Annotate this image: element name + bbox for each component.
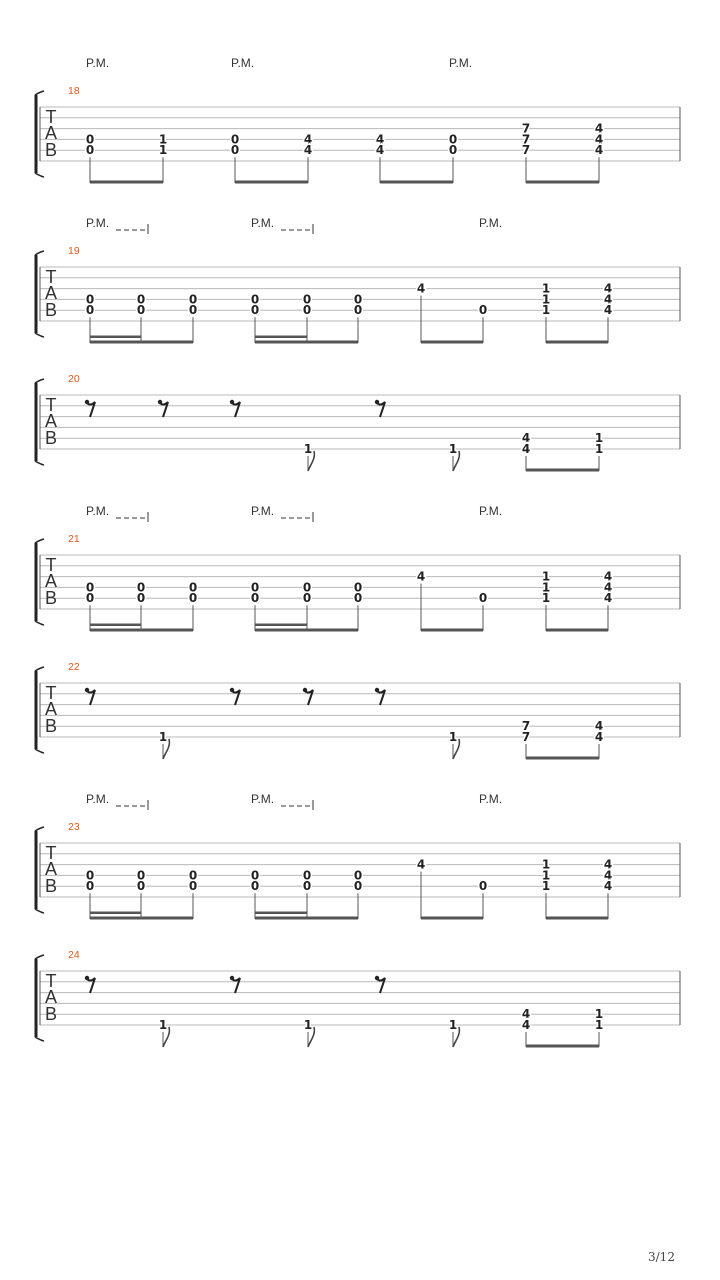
bracket-bottom-hook — [35, 461, 44, 465]
tab-event — [449, 730, 460, 759]
tab-clef-t: T — [45, 267, 57, 287]
tab-event — [189, 292, 197, 343]
tab-event — [595, 719, 603, 759]
fret-number: 7 — [521, 730, 531, 744]
tab-event — [449, 442, 460, 471]
fret-number: 0 — [136, 580, 146, 595]
bracket-bottom-hook — [35, 909, 44, 913]
fret-number: 1 — [541, 580, 551, 595]
fret-number: 1 — [158, 730, 168, 744]
rest-dot — [230, 400, 234, 404]
bracket-top-hook — [35, 827, 44, 831]
sixteenth-beam — [90, 912, 141, 915]
rest-dot — [85, 976, 89, 980]
tab-event — [522, 122, 530, 183]
palm-mute-label: P.M. — [251, 216, 275, 230]
tab-event — [159, 730, 170, 759]
fret-number: 1 — [541, 303, 551, 318]
fret-number: 0 — [448, 143, 458, 158]
tab-event — [449, 1018, 460, 1047]
fret-number: 0 — [85, 303, 95, 318]
eighth-rest — [86, 978, 95, 993]
fret-number: 4 — [603, 303, 613, 318]
tab-event — [417, 282, 425, 343]
tab-clef-b: B — [44, 876, 58, 896]
fret-number: 0 — [353, 591, 363, 606]
rest-dot — [85, 688, 89, 692]
fret-number: 1 — [158, 143, 168, 158]
beam — [546, 917, 608, 920]
fret-number: 1 — [448, 730, 458, 744]
tab-system — [35, 792, 680, 920]
fret-number: 4 — [375, 132, 385, 147]
fret-number: 4 — [594, 719, 604, 734]
beam — [380, 181, 453, 184]
rest-dot — [375, 688, 379, 692]
palm-mute-label: P.M. — [86, 216, 110, 230]
measure-number: 18 — [68, 85, 80, 97]
fret-number: 1 — [541, 281, 551, 296]
fret-number: 4 — [603, 281, 613, 296]
beam — [546, 629, 608, 632]
fret-number: 0 — [478, 303, 488, 318]
tab-clef-t: T — [45, 843, 57, 863]
fret-number: 0 — [353, 580, 363, 595]
beam — [235, 181, 308, 184]
tab-event — [303, 580, 311, 631]
tab-clef-b: B — [44, 140, 58, 160]
tab-event — [230, 400, 240, 417]
measure-number: 23 — [68, 821, 80, 833]
fret-number: 0 — [188, 303, 198, 318]
rest-dot — [375, 976, 379, 980]
sixteenth-beam — [90, 624, 141, 627]
eighth-rest — [376, 402, 385, 417]
fret-number: 0 — [136, 303, 146, 318]
tab-event — [189, 580, 197, 631]
fret-number: 0 — [302, 591, 312, 606]
fret-number: 4 — [521, 442, 531, 456]
tab-event — [542, 858, 550, 919]
bracket-bottom-hook — [35, 173, 44, 177]
tab-event — [479, 591, 487, 631]
fret-number: 4 — [603, 569, 613, 584]
fret-number: 7 — [521, 143, 531, 158]
fret-number: 4 — [303, 132, 313, 147]
beam — [90, 917, 193, 920]
tab-system — [35, 949, 680, 1048]
fret-number: 0 — [188, 580, 198, 595]
fret-number: 0 — [230, 143, 240, 158]
sixteenth-beam — [255, 624, 307, 627]
tab-event — [375, 688, 385, 705]
fret-number: 0 — [188, 591, 198, 606]
page-number: 3/12 — [648, 1250, 675, 1264]
fret-number: 4 — [594, 730, 604, 744]
tab-event — [231, 132, 239, 183]
tab-event — [230, 976, 240, 993]
fret-number: 1 — [303, 442, 313, 456]
fret-number: 1 — [448, 442, 458, 456]
tab-event — [479, 303, 487, 343]
tab-event — [86, 132, 94, 183]
tab-event — [158, 400, 168, 417]
fret-number: 0 — [230, 132, 240, 147]
eighth-rest — [376, 690, 385, 705]
tab-event — [303, 868, 311, 919]
tab-clef-t: T — [45, 971, 57, 991]
fret-number: 1 — [541, 591, 551, 606]
fret-number: 4 — [416, 281, 426, 296]
fret-number: 0 — [85, 868, 95, 883]
tab-clef-t: T — [45, 107, 57, 127]
rest-dot — [375, 400, 379, 404]
tab-event — [86, 580, 94, 631]
tab-clef-b: B — [44, 1004, 58, 1024]
fret-number: 1 — [594, 442, 604, 456]
fret-number: 0 — [188, 868, 198, 883]
tab-event — [159, 1018, 170, 1047]
fret-number: 0 — [136, 591, 146, 606]
beam — [546, 341, 608, 344]
beam — [421, 917, 483, 920]
tab-event — [137, 868, 145, 919]
palm-mute-label: P.M. — [251, 792, 275, 806]
tab-clef-b: B — [44, 716, 58, 736]
fret-number: 4 — [521, 431, 531, 446]
fret-number: 0 — [353, 292, 363, 307]
tab-event — [595, 1007, 603, 1047]
tab-event — [542, 570, 550, 631]
bracket-top-hook — [35, 955, 44, 959]
fret-number: 0 — [478, 591, 488, 606]
fret-number: 0 — [136, 292, 146, 307]
beam — [255, 629, 358, 632]
tab-event — [479, 879, 487, 919]
fret-number: 4 — [416, 857, 426, 872]
rest-dot — [303, 688, 307, 692]
fret-number: 0 — [85, 879, 95, 894]
palm-mute-label: P.M. — [86, 504, 110, 518]
fret-number: 1 — [594, 1007, 604, 1022]
bracket-top-hook — [35, 91, 44, 95]
tab-clef-t: T — [45, 395, 57, 415]
fret-number: 0 — [250, 591, 260, 606]
tab-clef-b: B — [44, 428, 58, 448]
tab-event — [304, 442, 315, 471]
tab-event — [86, 292, 94, 343]
tab-system — [35, 216, 680, 344]
tab-event — [86, 868, 94, 919]
tab-event — [303, 292, 311, 343]
fret-number: 4 — [603, 580, 613, 595]
beam — [90, 181, 163, 184]
fret-number: 0 — [85, 591, 95, 606]
fret-number: 1 — [541, 868, 551, 883]
fret-number: 0 — [85, 580, 95, 595]
tab-clef-a: A — [44, 283, 58, 303]
tab-event — [251, 292, 259, 343]
fret-number: 0 — [353, 879, 363, 894]
fret-number: 0 — [85, 132, 95, 147]
tab-event — [522, 1007, 530, 1047]
fret-number: 4 — [603, 868, 613, 883]
fret-number: 4 — [303, 143, 313, 158]
fret-number: 0 — [302, 292, 312, 307]
fret-number: 1 — [448, 1018, 458, 1032]
fret-number: 4 — [521, 1007, 531, 1022]
bracket-bottom-hook — [35, 621, 44, 625]
fret-number: 0 — [250, 580, 260, 595]
sixteenth-beam — [255, 336, 307, 339]
beam — [255, 917, 358, 920]
tab-clef-b: B — [44, 588, 58, 608]
tab-event — [449, 132, 457, 183]
tab-clef-t: T — [45, 555, 57, 575]
fret-number: 1 — [594, 1018, 604, 1032]
fret-number: 0 — [188, 879, 198, 894]
eighth-rest — [86, 690, 95, 705]
bracket-top-hook — [35, 539, 44, 543]
tab-clef-a: A — [44, 123, 58, 143]
beam — [526, 181, 599, 184]
fret-number: 0 — [136, 879, 146, 894]
measure-number: 20 — [68, 373, 80, 385]
tab-event — [85, 976, 95, 993]
palm-mute-label: P.M. — [479, 792, 503, 806]
fret-number: 4 — [603, 591, 613, 606]
fret-number: 1 — [303, 1018, 313, 1032]
fret-number: 0 — [302, 580, 312, 595]
tab-event — [354, 292, 362, 343]
tab-event — [375, 400, 385, 417]
eighth-rest — [231, 978, 240, 993]
beam — [526, 1045, 599, 1048]
beam — [526, 757, 599, 760]
rest-dot — [158, 400, 162, 404]
fret-number: 0 — [478, 879, 488, 894]
tab-event — [189, 868, 197, 919]
palm-mute-label: P.M. — [479, 504, 503, 518]
measure-number: 19 — [68, 245, 80, 257]
fret-number: 1 — [541, 879, 551, 894]
tab-clef-a: A — [44, 411, 58, 431]
tab-event — [595, 122, 603, 183]
fret-number: 4 — [603, 857, 613, 872]
fret-number: 0 — [353, 868, 363, 883]
tab-event — [303, 688, 313, 705]
tab-system — [35, 504, 680, 632]
tab-system — [35, 56, 680, 184]
tab-event — [85, 400, 95, 417]
palm-mute-label: P.M. — [86, 56, 110, 70]
bracket-top-hook — [35, 667, 44, 671]
tab-event — [251, 868, 259, 919]
fret-number: 1 — [158, 1018, 168, 1032]
tab-event — [304, 1018, 315, 1047]
fret-number: 0 — [250, 868, 260, 883]
eighth-rest — [304, 690, 313, 705]
fret-number: 7 — [521, 132, 531, 147]
tab-clef-a: A — [44, 987, 58, 1007]
tab-clef-a: A — [44, 571, 58, 591]
tab-event — [595, 431, 603, 471]
rest-dot — [230, 976, 234, 980]
tab-clef-t: T — [45, 683, 57, 703]
tab-event — [417, 858, 425, 919]
fret-number: 4 — [594, 143, 604, 158]
bracket-bottom-hook — [35, 333, 44, 337]
fret-number: 0 — [250, 292, 260, 307]
bracket-top-hook — [35, 251, 44, 255]
tab-event — [304, 132, 312, 183]
fret-number: 0 — [250, 303, 260, 318]
fret-number: 1 — [541, 857, 551, 872]
fret-number: 1 — [541, 569, 551, 584]
fret-number: 0 — [85, 143, 95, 158]
fret-number: 4 — [594, 132, 604, 147]
tab-clef-a: A — [44, 859, 58, 879]
tab-event — [376, 132, 384, 183]
bracket-bottom-hook — [35, 749, 44, 753]
beam — [421, 341, 483, 344]
measure-number: 24 — [68, 949, 80, 961]
eighth-rest — [86, 402, 95, 417]
tab-event — [230, 688, 240, 705]
fret-number: 7 — [521, 719, 531, 734]
bracket-top-hook — [35, 379, 44, 383]
eighth-rest — [159, 402, 168, 417]
tab-clef-a: A — [44, 699, 58, 719]
tab-event — [159, 132, 167, 183]
palm-mute-label: P.M. — [449, 56, 473, 70]
tab-event — [354, 868, 362, 919]
tab-event — [375, 976, 385, 993]
palm-mute-label: P.M. — [86, 792, 110, 806]
tab-event — [522, 719, 530, 759]
beam — [255, 341, 358, 344]
rest-dot — [230, 688, 234, 692]
palm-mute-label: P.M. — [251, 504, 275, 518]
fret-number: 4 — [603, 292, 613, 307]
beam — [421, 629, 483, 632]
tab-event — [417, 570, 425, 631]
bracket-bottom-hook — [35, 1037, 44, 1041]
fret-number: 4 — [521, 1018, 531, 1032]
eighth-rest — [231, 690, 240, 705]
tab-event — [522, 431, 530, 471]
fret-number: 4 — [375, 143, 385, 158]
measure-number: 22 — [68, 661, 80, 673]
palm-mute-label: P.M. — [231, 56, 255, 70]
tab-system — [35, 373, 680, 472]
beam — [90, 341, 193, 344]
tab-event — [137, 292, 145, 343]
fret-number: 0 — [302, 303, 312, 318]
fret-number: 0 — [136, 868, 146, 883]
fret-number: 0 — [188, 292, 198, 307]
palm-mute-label: P.M. — [479, 216, 503, 230]
fret-number: 0 — [250, 879, 260, 894]
tab-event — [85, 688, 95, 705]
fret-number: 0 — [302, 879, 312, 894]
tab-event — [137, 580, 145, 631]
tab-event — [604, 858, 612, 919]
beam — [526, 469, 599, 472]
fret-number: 0 — [448, 132, 458, 147]
fret-number: 7 — [521, 121, 531, 136]
fret-number: 1 — [541, 292, 551, 307]
fret-number: 4 — [603, 879, 613, 894]
fret-number: 0 — [353, 303, 363, 318]
rest-dot — [85, 400, 89, 404]
sixteenth-beam — [255, 912, 307, 915]
sixteenth-beam — [90, 336, 141, 339]
tab-event — [604, 570, 612, 631]
tab-clef-b: B — [44, 300, 58, 320]
tab-event — [604, 282, 612, 343]
fret-number: 1 — [594, 431, 604, 446]
fret-number: 4 — [416, 569, 426, 584]
fret-number: 0 — [302, 868, 312, 883]
eighth-rest — [231, 402, 240, 417]
fret-number: 1 — [158, 132, 168, 147]
eighth-rest — [376, 978, 385, 993]
beam — [90, 629, 193, 632]
measure-number: 21 — [68, 533, 80, 545]
tab-event — [354, 580, 362, 631]
tab-event — [542, 282, 550, 343]
tab-event — [251, 580, 259, 631]
fret-number: 0 — [85, 292, 95, 307]
tab-system — [35, 661, 680, 760]
fret-number: 4 — [594, 121, 604, 136]
